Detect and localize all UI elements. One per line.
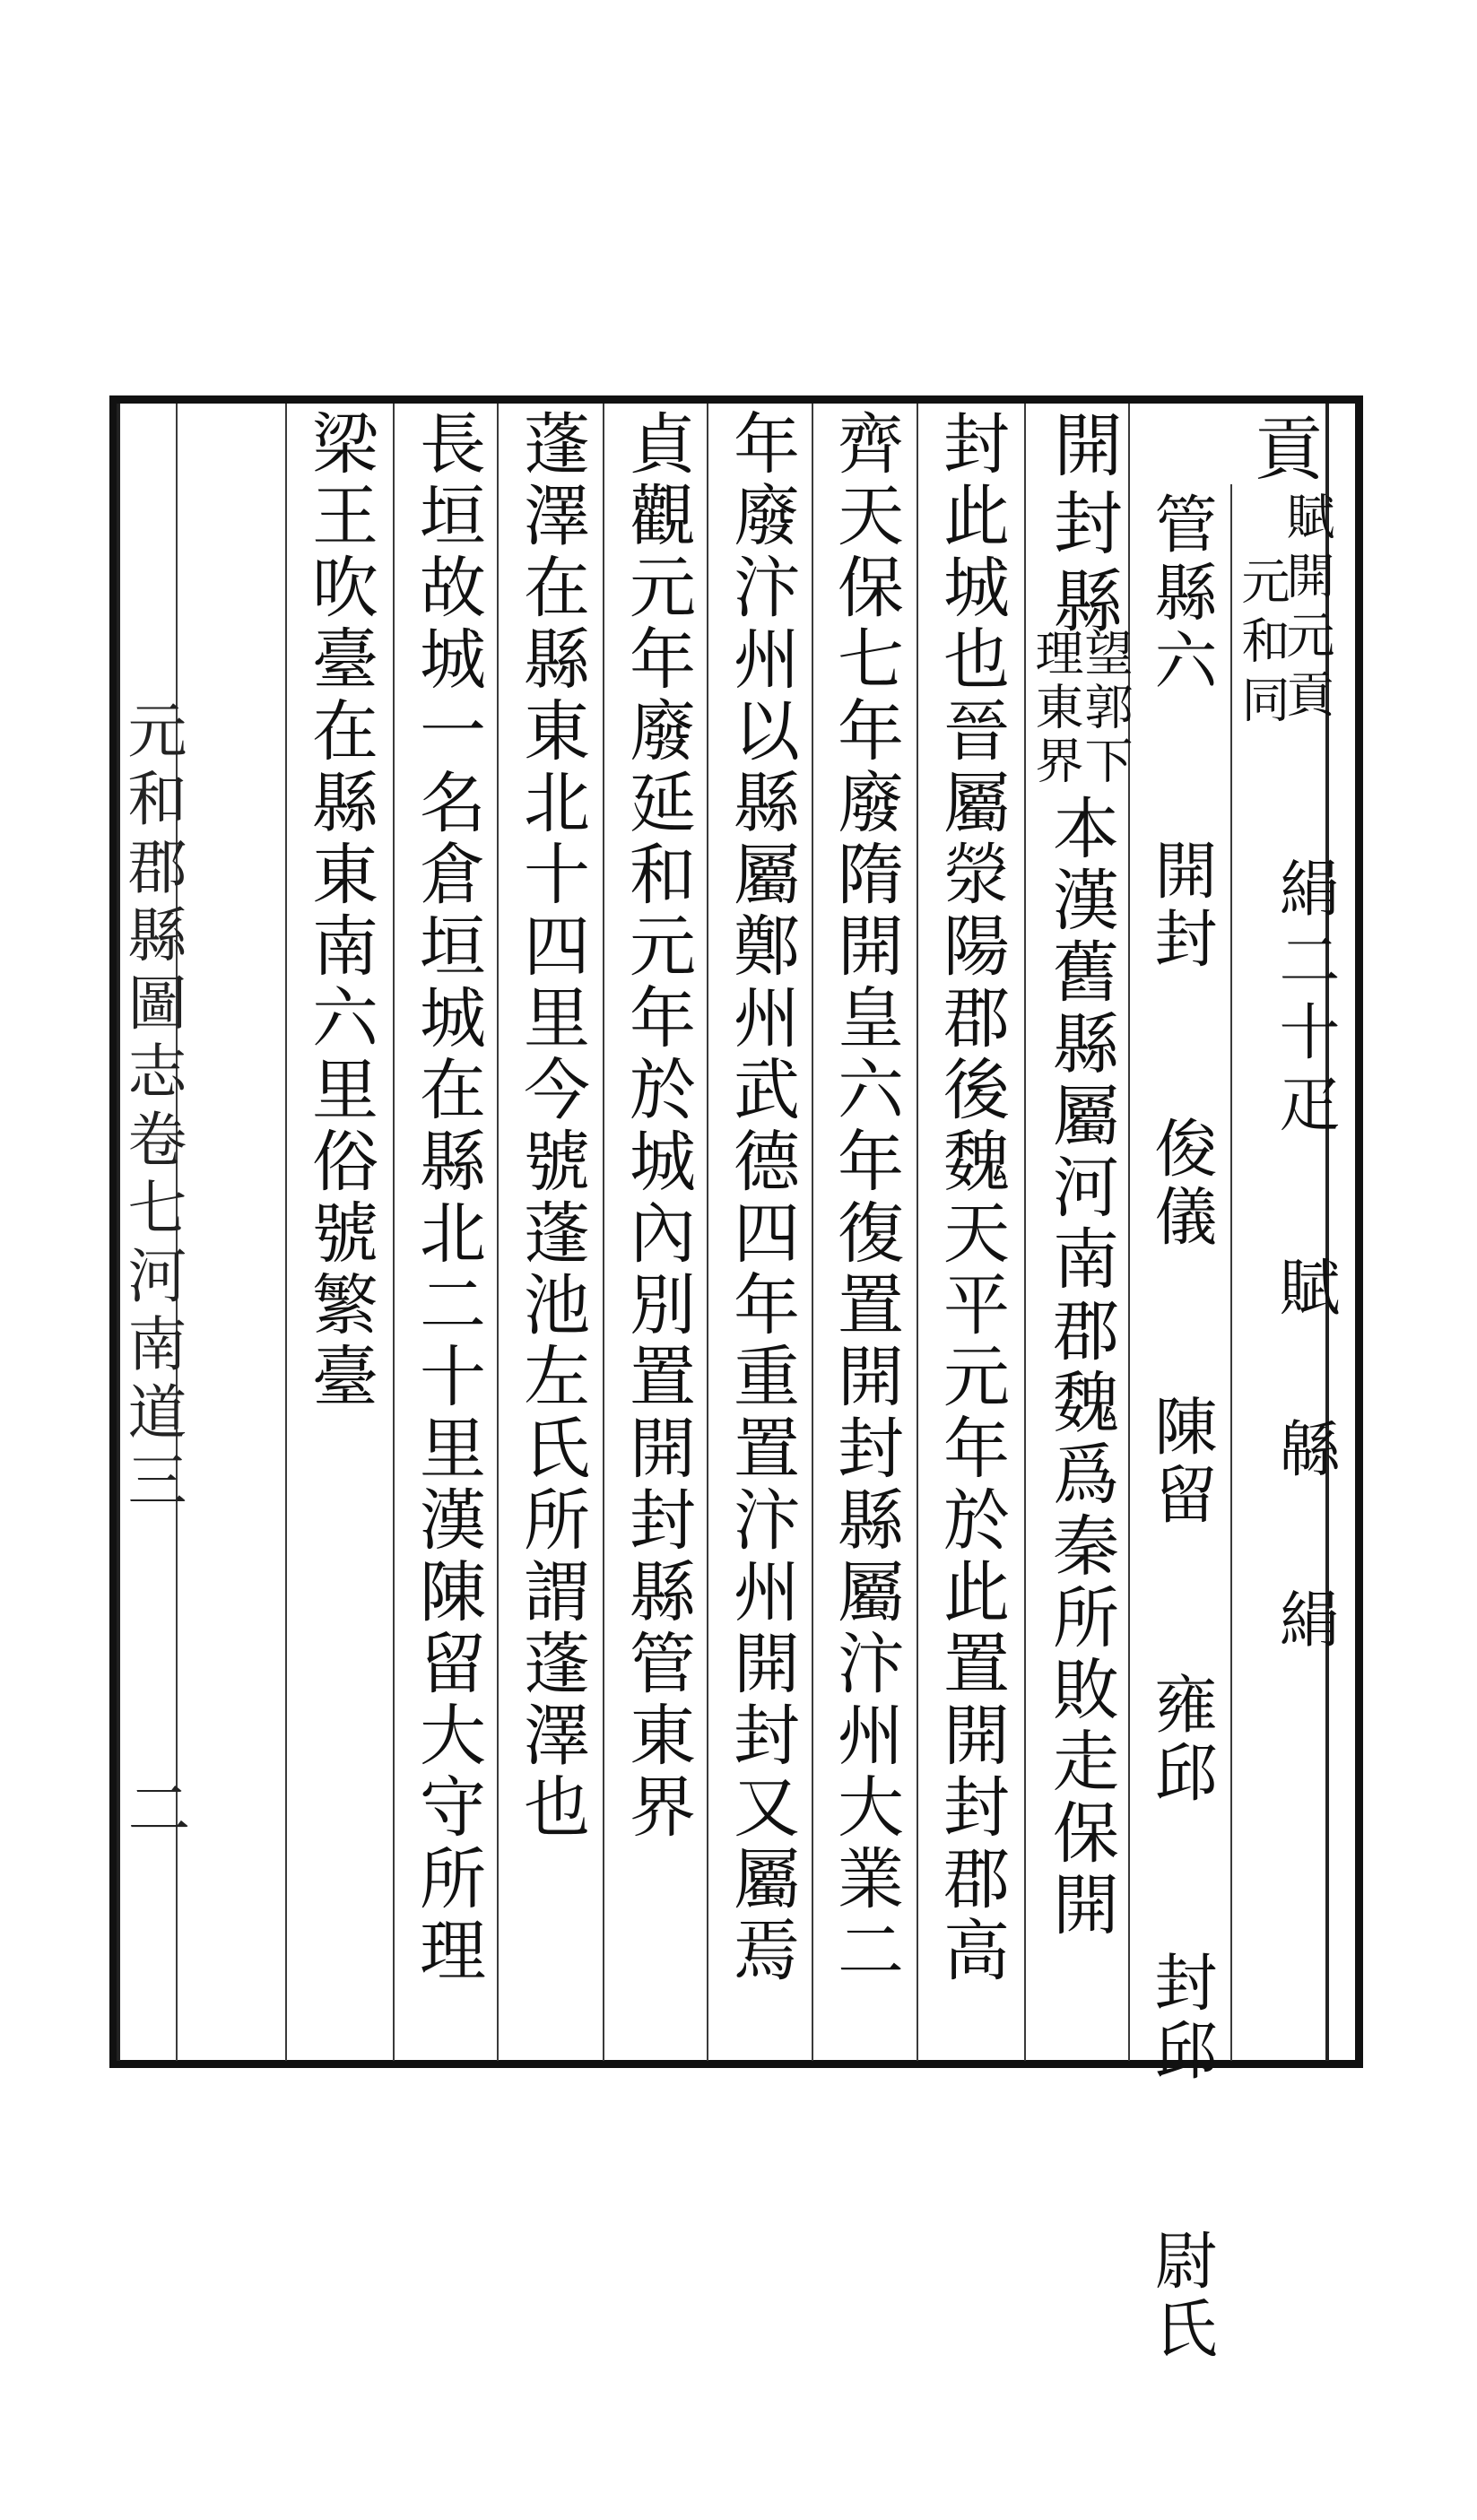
column-1-tribute-a [1269,856,1340,1143]
page-number: 二 [117,1776,191,1847]
gongfu-heading-char: 貢 [1243,413,1323,491]
column-3-head [1042,409,1122,643]
column-rule [917,404,918,2061]
gongfu-note: 賦開元貢 [1279,491,1335,728]
tax-silk: 絹 [1269,1587,1340,1670]
kaifeng-history-4: 年廢汴州以縣屬鄭州武德四年重置汴州開封又屬焉 [723,409,800,1987]
text-column-9 [409,409,486,1987]
text-column-10 [301,409,378,1413]
text-column-5 [827,409,904,1987]
column-1-tribute-d [1269,1587,1340,1670]
kaifeng-note-wang: 望郭下 [1077,628,1134,789]
tax-label: 賦 [1269,1256,1340,1338]
county-count: 管縣六 [1144,491,1218,696]
column-rule [812,404,813,2061]
tribute-silk: 絹二十疋 [1269,856,1340,1143]
column-rule [707,404,708,2061]
yuanhe-note: 元和同 [1234,556,1290,734]
book-chapter-label: 元和郡縣圖志卷七河南道三 [117,700,187,1517]
column-1-tribute-b [1269,1256,1340,1338]
county-kaifeng: 開封 [1144,838,1218,974]
column-3-note-right [1077,628,1134,789]
liangwang-entry: 梁王吹臺在縣東南六里俗號繁臺 [301,409,378,1413]
column-rule [1230,484,1232,2061]
pengze-entry: 蓬澤在縣東北十四里今號蓬池左氏所謂蓬澤也 [513,409,590,1844]
column-rule [393,404,395,2061]
text-column-7 [619,409,696,1844]
text-column-6 [723,409,800,1987]
column-3-note-left [1028,628,1084,789]
text-column-4 [933,409,1010,1987]
folio-number [109,1776,200,1847]
column-1-tribute-c [1269,1417,1340,1499]
kaifeng-history-3: 齊天保七年廢隋開皇六年復置開封縣屬汴州大業二 [827,409,904,1987]
county-yongqiu: 雍邱 [1144,1672,1218,1808]
column-rule [1024,404,1026,2061]
kaifeng-history-2: 封此城也晉屬滎陽郡後魏天平元年於此置開封郡高 [933,409,1010,1987]
kaifeng-history-1: 本漢舊縣屬河南郡魏爲秦所敗走保開 [1042,794,1119,1942]
column-1-heading [1243,413,1323,491]
column-1-note-left [1234,556,1290,734]
county-weishi: 尉氏 [1144,2228,1218,2364]
county-junyi: 俊儀 [1144,1116,1218,1252]
county-list [1144,491,1218,2364]
county-chenliu: 陳留 [1144,1394,1218,1530]
county-fengqiu: 封邱 [1144,1950,1218,2086]
text-column-8 [513,409,590,1844]
kaifeng-history-5: 貞觀元年廢延和元年於城內別置開封縣管東界 [619,409,696,1844]
changyuan-entry: 長垣故城一名倉垣城在縣北二十里漢陳留大守所理 [409,409,486,1987]
tax-cotton: 緜 [1269,1417,1340,1499]
margin-title [109,700,195,1517]
column-rule [603,404,604,2061]
kaifeng-note-li: 理東界 [1028,628,1084,789]
column-rule [497,404,499,2061]
column-rule [285,404,287,2061]
kaifeng-county-title: 開封縣 [1042,409,1122,643]
column-3-body [1042,794,1119,1942]
